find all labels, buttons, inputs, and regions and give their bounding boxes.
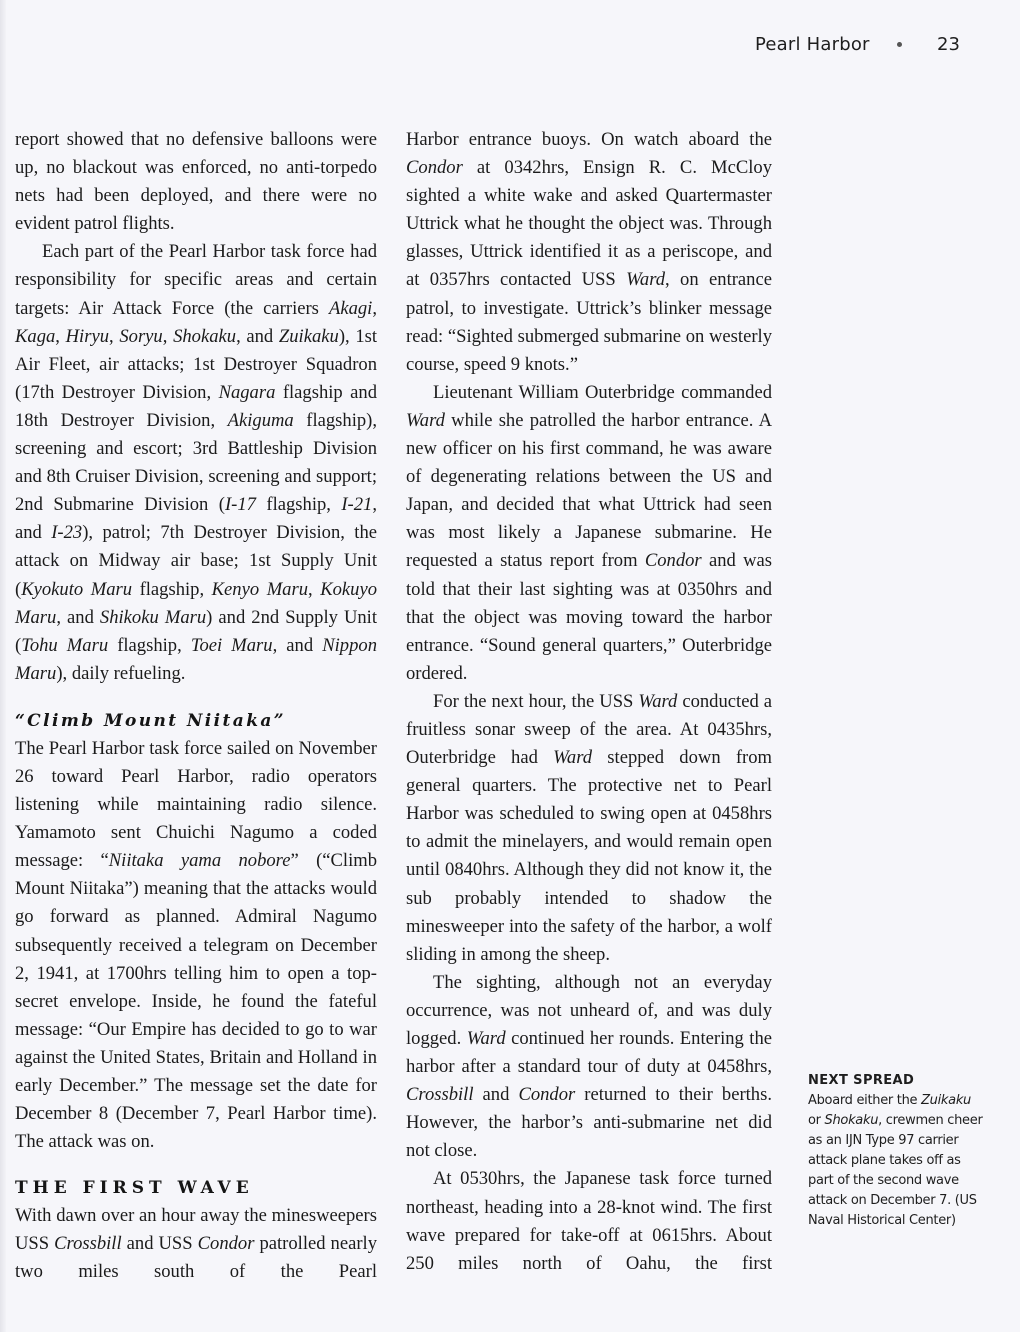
paragraph: report showed that no defensive balloons were up, no blackout was enforced, no anti-torpedo nets had been deployed, and there were no evident patrol flights. [15, 129, 377, 235]
paragraph: Harbor entrance buoys. On watch aboard the Condor at 0342hrs, Ensign R. C. McCloy sighted a white wake and asked Quartermaster Uttrick what he thought the object was. Through glasses, Uttrick identified it as a periscope, and at 0357hrs contacted USS Ward, on entrance patrol, to investigate. Uttrick’s blinker message read: “Sighted submerged submarine on westerly course, speed 9 knots.” [406, 129, 772, 375]
bullet-separator-icon [897, 42, 902, 47]
section-heading-climb-mount-niitaka: “Climb Mount Niitaka” [15, 710, 286, 731]
image-caption-next-spread [808, 1071, 983, 1231]
paragraph: Lieutenant William Outerbridge commanded Ward while she patrolled the harbor entrance. A new officer on his first command, he was aware of degenerating relations between the US and Japan, and decided that what Uttrick had seen was most likely a Japanese submarine. He requested a status report from Condor and was told that their last sighting was at 0350hrs and that the object was moving toward the harbor entrance. “Sound general quarters,” Outerbridge ordered. [406, 381, 772, 684]
running-head [740, 34, 980, 58]
paragraph: The sighting, although not an everyday occurrence, was not unheard of, and was duly logged. Ward continued her rounds. Entering the harbor after a standard tour of duty at 0458hrs, Crossbill and Condor returned to their berths. However, the harbor’s anti-submarine net did not close. [406, 971, 772, 1162]
paragraph: With dawn over an hour away the minesweepers USS Crossbill and USS Condor patrolled nearly two miles south of the Pearl [15, 1205, 378, 1283]
paragraph: For the next hour, the USS Ward conducted a fruitless sonar sweep of the area. At 0435hrs, Outerbridge had Ward stepped down from general quarters. The protective net to Pearl Harbor was scheduled to swing open at 0458hrs to admit the minelayers, and would remain open until 0840hrs. Although they did not know it, the sub probably intended to shadow the minesweeper into the safety of the harbor, a wolf sliding in among the sheep. [406, 690, 772, 965]
caption-text: Aboard either the Zuikaku or Shokaku, crewmen cheer as an IJN Type 97 carrier attack plane takes off as part of the second wave attack on December 7. (US Naval Historical Center) [808, 1093, 983, 1228]
section-heading-first-wave: THE FIRST WAVE [15, 1178, 254, 1199]
paragraph: The Pearl Harbor task force sailed on November 26 toward Pearl Harbor, radio operators listening while maintaining radio silence. Yamamoto sent Chuichi Nagumo a coded message: “Niitaka yama nobore” (“Climb Mount Niitaka”) meaning that the attacks would go forward as planned. Admiral Nagumo subsequently received a telegram on December 2, 1941, at 1700hrs telling him to open a top-secret envelope. Inside, he found the fateful message: “Our Empire has decided to go to war against the United States, Britain and Holland in early December.” The message set the date for December 8 (December 7, Pearl Harbor time). The attack was on. [15, 737, 378, 1153]
running-head-title: Pearl Harbor [755, 34, 870, 55]
paragraph: At 0530hrs, the Japanese task force turned northeast, heading into a 28-knot wind. The first wave prepared for take-off at 0615hrs. About 250 miles north of Oahu, the first [406, 1168, 772, 1274]
page-gutter-edge [0, 0, 6, 1332]
right-column [406, 126, 772, 1278]
left-column [15, 126, 377, 1287]
page-number: 23 [937, 34, 960, 55]
paragraph: Each part of the Pearl Harbor task force had responsibility for specific areas and certain targets: Air Attack Force (the carriers Akagi, Kaga, Hiryu, Soryu, Shokaku, and Zuikaku), 1st Air Fleet, air attacks; 1st Destroyer Squadron (17th Destroyer Division, Nagara flagship and 18th Destroyer Division, Akiguma flagship), screening and escort; 3rd Battleship Division and 8th Cruiser Division, screening and support; 2nd Submarine Division (I-17 flagship, I-21, and I-23), patrol; 7th Destroyer Division, the attack on Midway air base; 1st Supply Unit (Kyokuto Maru flagship, Kenyo Maru, Kokuyo Maru, and Shikoku Maru) and 2nd Supply Unit (Tohu Maru flagship, Toei Maru, and Nippon Maru), daily refueling. [15, 241, 378, 684]
caption-heading: NEXT SPREAD [808, 1073, 915, 1088]
